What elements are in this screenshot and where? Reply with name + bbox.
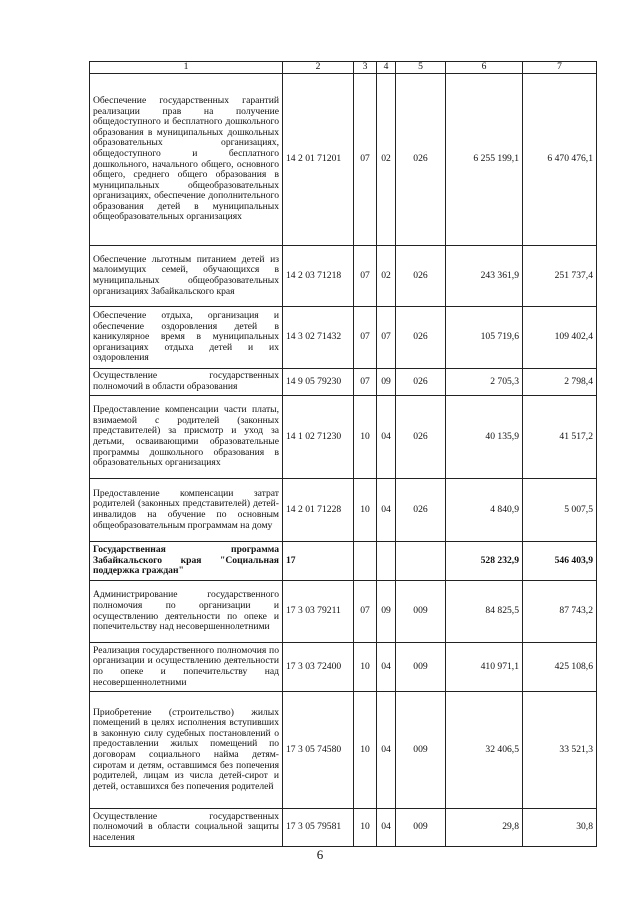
target-article-code: 17 3 05 79581 bbox=[283, 809, 354, 847]
table-row bbox=[90, 581, 597, 643]
table-row bbox=[90, 307, 597, 369]
expense-name: Предоставление компенсации затрат родителей (законных представителей) детей-инвалидов на обучение по основным общеобразовательным программам на дому bbox=[90, 479, 283, 542]
expense-name: Осуществление государственных полномочий в области социальной защиты населения bbox=[90, 809, 283, 847]
page-number: 6 bbox=[316, 847, 324, 862]
section-code: 07 bbox=[354, 74, 377, 246]
expense-name: Администрирование государственного полномочия по организации и осуществлению деятельности по опеке и попечительству над несовершеннолетними bbox=[90, 581, 283, 643]
section-code: 10 bbox=[354, 809, 377, 847]
amount-year-2: 109 402,4 bbox=[523, 307, 597, 369]
table-header-row bbox=[90, 62, 597, 74]
section-code: 10 bbox=[354, 479, 377, 542]
admin-code bbox=[396, 542, 446, 581]
subsection-code bbox=[377, 542, 396, 581]
amount-year-1: 32 406,5 bbox=[446, 692, 523, 809]
column-header: 1 bbox=[90, 62, 283, 74]
amount-year-1: 105 719,6 bbox=[446, 307, 523, 369]
target-article-code: 14 1 02 71230 bbox=[283, 396, 354, 479]
admin-code: 009 bbox=[396, 643, 446, 692]
subsection-code: 04 bbox=[377, 396, 396, 479]
expense-name: Реализация государственного полномочия по организации и осуществлению деятельности по опеке и попечительству над несовершеннолетними bbox=[90, 643, 283, 692]
table-row bbox=[90, 643, 597, 692]
amount-year-2: 546 403,9 bbox=[523, 542, 597, 581]
admin-code: 026 bbox=[396, 479, 446, 542]
target-article-code: 14 2 01 71228 bbox=[283, 479, 354, 542]
table-row bbox=[90, 809, 597, 847]
section-code: 10 bbox=[354, 643, 377, 692]
amount-year-2: 30,8 bbox=[523, 809, 597, 847]
section-code: 10 bbox=[354, 692, 377, 809]
target-article-code: 17 3 03 79211 bbox=[283, 581, 354, 643]
amount-year-1: 6 255 199,1 bbox=[446, 74, 523, 246]
subsection-code: 02 bbox=[377, 246, 396, 307]
column-header: 5 bbox=[396, 62, 446, 74]
subsection-code: 04 bbox=[377, 643, 396, 692]
amount-year-2: 6 470 476,1 bbox=[523, 74, 597, 246]
amount-year-1: 4 840,9 bbox=[446, 479, 523, 542]
amount-year-1: 410 971,1 bbox=[446, 643, 523, 692]
section-code: 07 bbox=[354, 246, 377, 307]
amount-year-1: 2 705,3 bbox=[446, 369, 523, 396]
section-code bbox=[354, 542, 377, 581]
expense-name: Обеспечение отдыха, организация и обеспечение оздоровления детей в каникулярное время в муниципальных организациях отдыха детей и их оздоровления bbox=[90, 307, 283, 369]
amount-year-1: 29,8 bbox=[446, 809, 523, 847]
target-article-code: 14 9 05 79230 bbox=[283, 369, 354, 396]
amount-year-2: 87 743,2 bbox=[523, 581, 597, 643]
table-row-program bbox=[90, 542, 597, 581]
amount-year-1: 84 825,5 bbox=[446, 581, 523, 643]
table-row bbox=[90, 692, 597, 809]
target-article-code: 17 3 03 72400 bbox=[283, 643, 354, 692]
subsection-code: 09 bbox=[377, 581, 396, 643]
section-code: 07 bbox=[354, 369, 377, 396]
column-header: 2 bbox=[283, 62, 354, 74]
target-article-code: 14 3 02 71432 bbox=[283, 307, 354, 369]
table-row bbox=[90, 369, 597, 396]
amount-year-1: 243 361,9 bbox=[446, 246, 523, 307]
amount-year-2: 33 521,3 bbox=[523, 692, 597, 809]
expense-name: Обеспечение государственных гарантий реализации прав на получение общедоступного и бесплатного дошкольного образования в муниципальных дошкольных образовательных организациях, общедоступного и бесплатного дошкольного, начального общего, основного общего, среднего общего образования в муниципальных общеобразовательных организациях, обеспечение дополнительного образования детей в муниципальных общеобразовательных организациях bbox=[90, 74, 283, 246]
section-code: 07 bbox=[354, 581, 377, 643]
target-article-code: 17 bbox=[283, 542, 354, 581]
subsection-code: 04 bbox=[377, 479, 396, 542]
subsection-code: 09 bbox=[377, 369, 396, 396]
target-article-code: 14 2 01 71201 bbox=[283, 74, 354, 246]
expense-name: Приобретение (строительство) жилых помещений в целях исполнения вступивших в законную силу судебных постановлений о предоставлении жилых помещений по договорам социального найма детям-сиротам и детям, оставшимся без попечения родителей, лицам из числа детей-сирот и детей, оставшихся без попечения родителей bbox=[90, 692, 283, 809]
admin-code: 026 bbox=[396, 307, 446, 369]
subsection-code: 04 bbox=[377, 809, 396, 847]
section-code: 10 bbox=[354, 396, 377, 479]
program-name: Государственная программа Забайкальского края "Социальная поддержка граждан" bbox=[90, 542, 283, 581]
column-header: 4 bbox=[377, 62, 396, 74]
amount-year-1: 528 232,9 bbox=[446, 542, 523, 581]
expense-name: Предоставление компенсации части платы, взимаемой с родителей (законных представителей) за присмотр и уход за детьми, осваивающими образовательные программы дошкольного образования в образовательных организациях bbox=[90, 396, 283, 479]
subsection-code: 02 bbox=[377, 74, 396, 246]
admin-code: 009 bbox=[396, 692, 446, 809]
section-code: 07 bbox=[354, 307, 377, 369]
admin-code: 009 bbox=[396, 809, 446, 847]
amount-year-2: 41 517,2 bbox=[523, 396, 597, 479]
admin-code: 026 bbox=[396, 396, 446, 479]
expense-name: Осуществление государственных полномочий в области образования bbox=[90, 369, 283, 396]
amount-year-1: 40 135,9 bbox=[446, 396, 523, 479]
target-article-code: 14 2 03 71218 bbox=[283, 246, 354, 307]
amount-year-2: 2 798,4 bbox=[523, 369, 597, 396]
table-row bbox=[90, 74, 597, 246]
column-header: 7 bbox=[523, 62, 597, 74]
table-row bbox=[90, 396, 597, 479]
admin-code: 026 bbox=[396, 74, 446, 246]
admin-code: 026 bbox=[396, 246, 446, 307]
amount-year-2: 425 108,6 bbox=[523, 643, 597, 692]
amount-year-2: 5 007,5 bbox=[523, 479, 597, 542]
subsection-code: 07 bbox=[377, 307, 396, 369]
column-header: 6 bbox=[446, 62, 523, 74]
table-row bbox=[90, 479, 597, 542]
column-header: 3 bbox=[354, 62, 377, 74]
admin-code: 009 bbox=[396, 581, 446, 643]
subsection-code: 04 bbox=[377, 692, 396, 809]
budget-table bbox=[89, 61, 597, 847]
table-row bbox=[90, 246, 597, 307]
admin-code: 026 bbox=[396, 369, 446, 396]
expense-name: Обеспечение льготным питанием детей из малоимущих семей, обучающихся в муниципальных общеобразовательных организациях Забайкальского края bbox=[90, 246, 283, 307]
amount-year-2: 251 737,4 bbox=[523, 246, 597, 307]
target-article-code: 17 3 05 74580 bbox=[283, 692, 354, 809]
